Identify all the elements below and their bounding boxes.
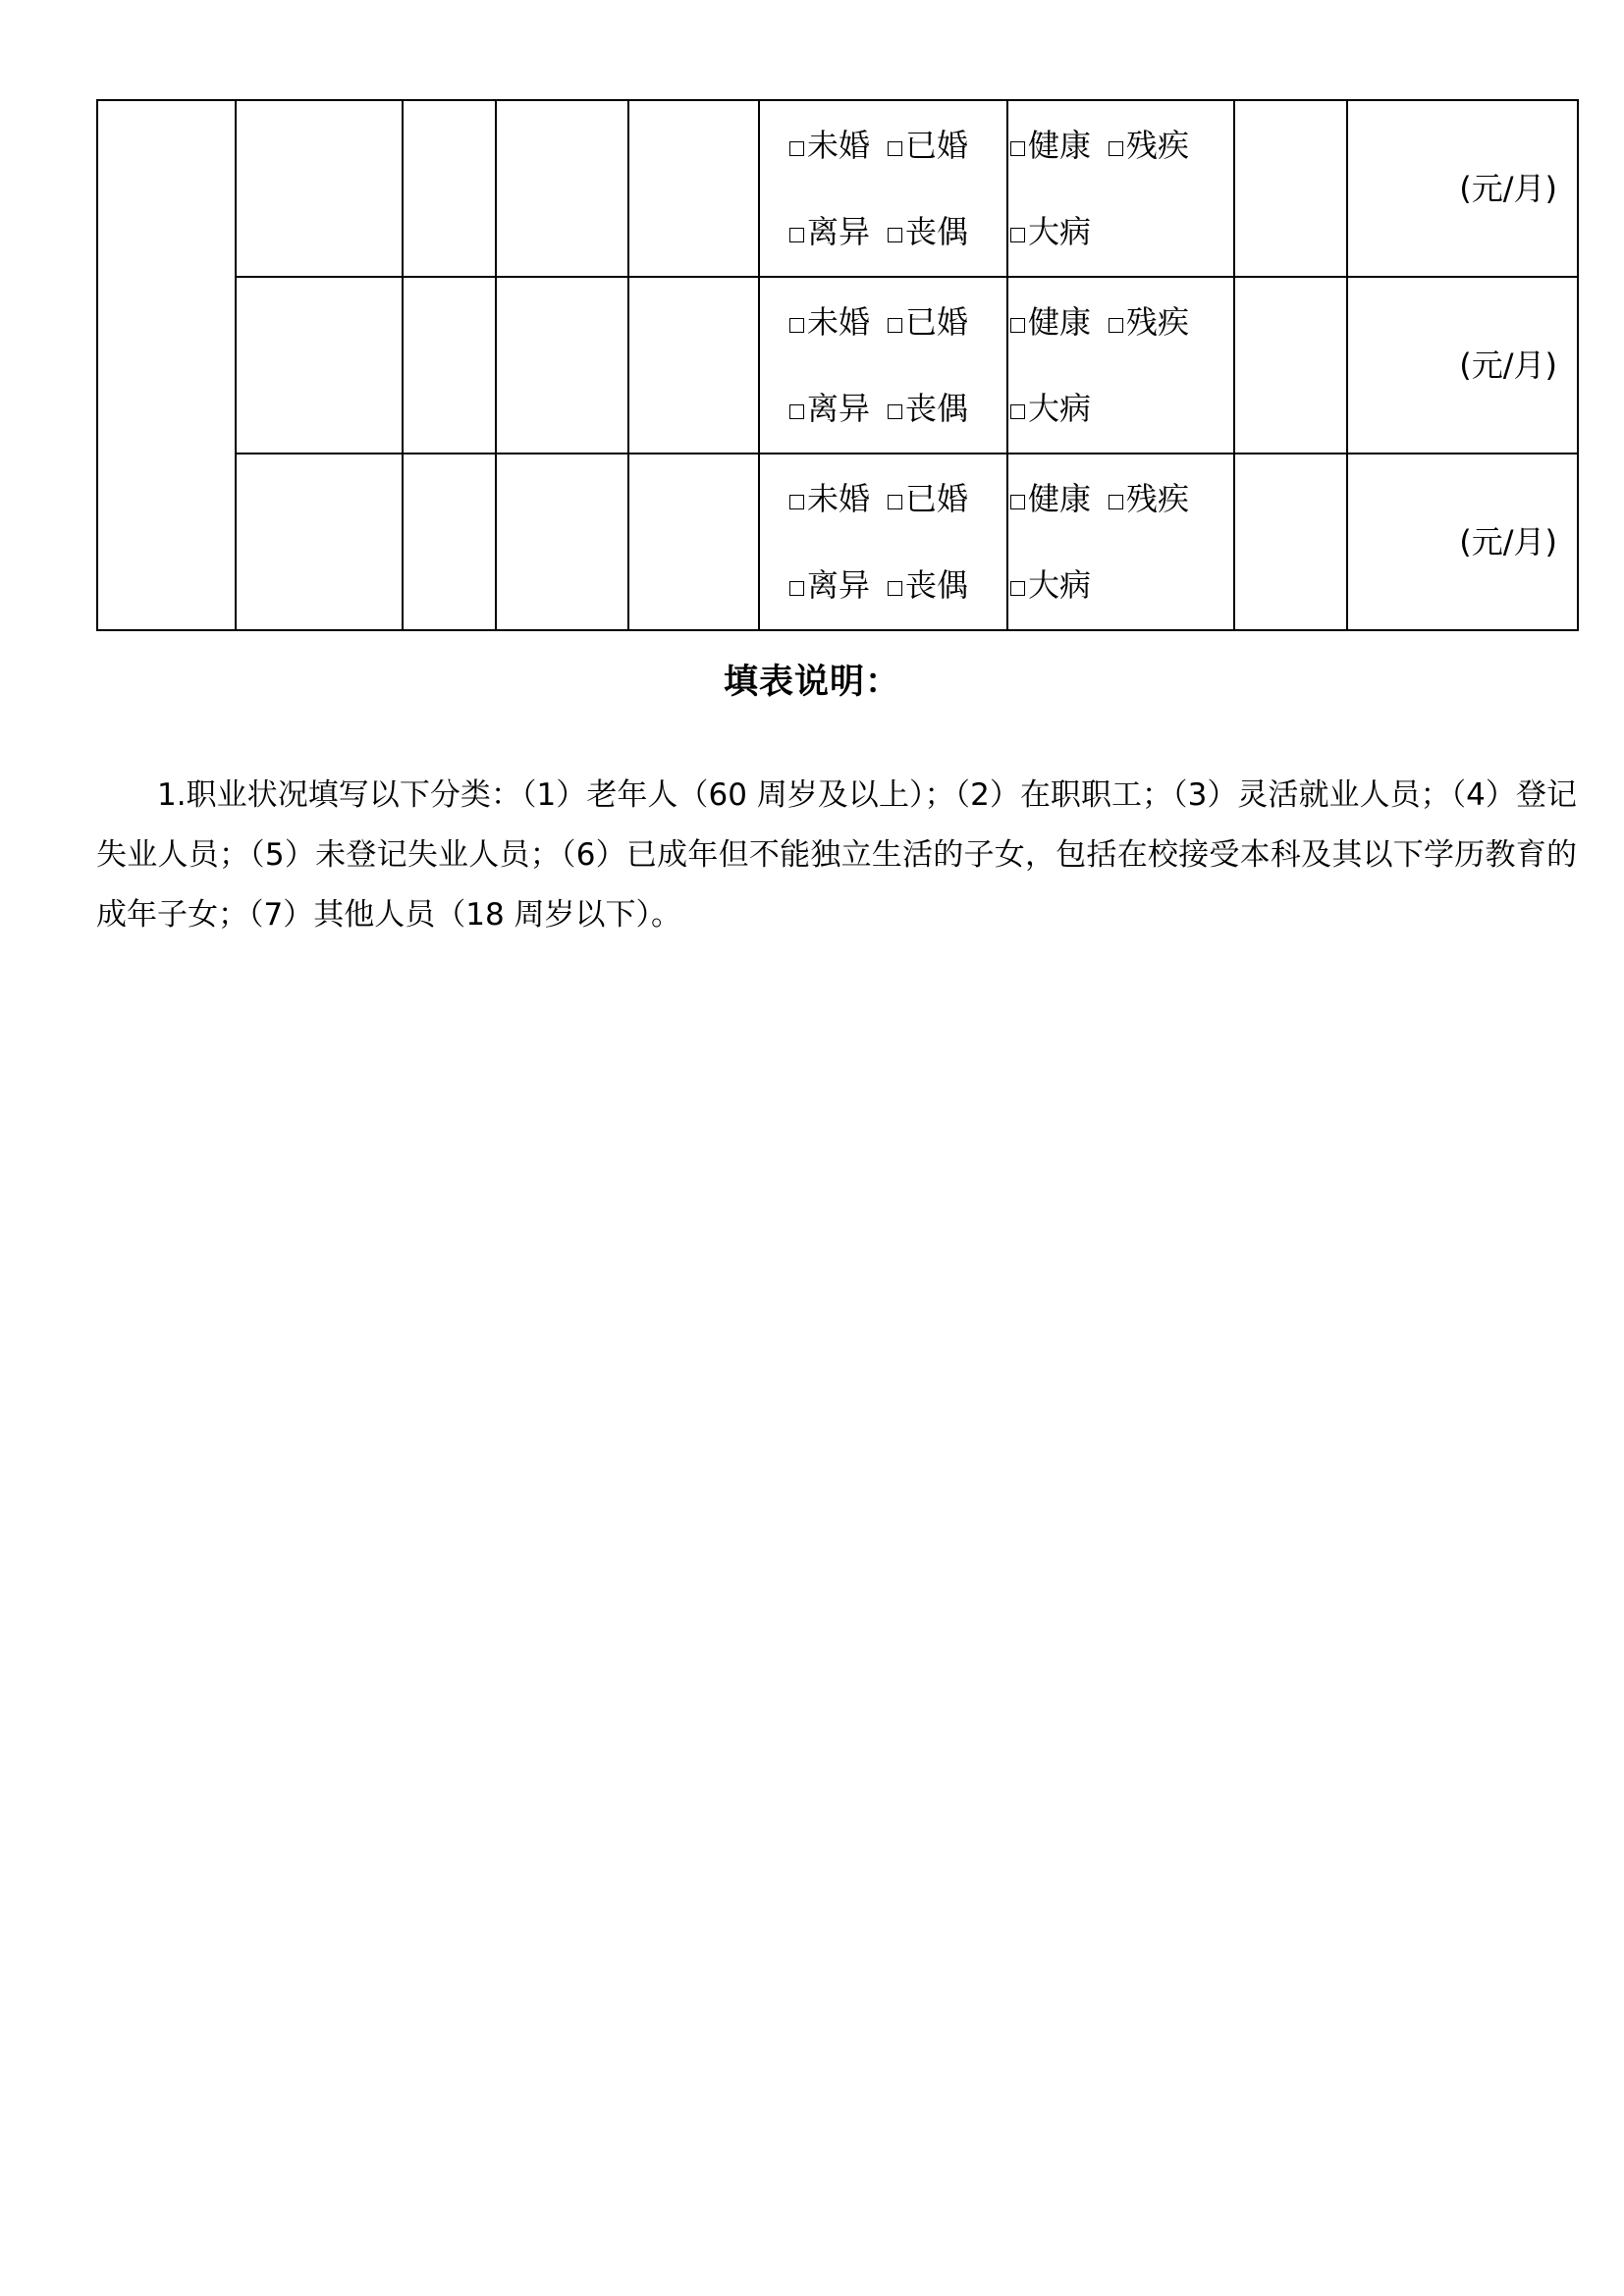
marital-option[interactable]: 未婚: [789, 306, 870, 338]
health-option[interactable]: 残疾: [1109, 483, 1189, 514]
blank-cell[interactable]: [496, 100, 628, 277]
blank-cell[interactable]: [1234, 100, 1347, 277]
checkbox-icon[interactable]: [789, 404, 804, 419]
blank-cell[interactable]: [628, 277, 759, 454]
marital-option[interactable]: 未婚: [789, 483, 870, 514]
blank-cell[interactable]: [496, 454, 628, 630]
blank-cell[interactable]: [403, 277, 496, 454]
marital-status-cell: [759, 277, 1007, 454]
health-option[interactable]: 健康: [1010, 483, 1091, 514]
checkbox-icon[interactable]: [1010, 141, 1025, 156]
health-status-cell: [1007, 454, 1234, 630]
health-option[interactable]: 大病: [1010, 393, 1091, 424]
checkbox-icon[interactable]: [888, 495, 902, 509]
checkbox-icon[interactable]: [1010, 495, 1025, 509]
blank-cell[interactable]: [1234, 454, 1347, 630]
marital-option[interactable]: 已婚: [888, 130, 968, 161]
marital-option[interactable]: 未婚: [789, 130, 870, 161]
blank-cell[interactable]: [236, 100, 403, 277]
marital-option[interactable]: 丧偶: [888, 569, 968, 601]
checkbox-icon[interactable]: [1010, 318, 1025, 333]
blank-cell[interactable]: [403, 100, 496, 277]
marital-option[interactable]: 丧偶: [888, 393, 968, 424]
checkbox-icon[interactable]: [789, 581, 804, 596]
monthly-income-cell[interactable]: (元/月): [1347, 100, 1578, 277]
health-option[interactable]: 健康: [1010, 130, 1091, 161]
blank-cell[interactable]: [236, 454, 403, 630]
checkbox-icon[interactable]: [888, 404, 902, 419]
marital-option[interactable]: 已婚: [888, 483, 968, 514]
health-option[interactable]: 大病: [1010, 216, 1091, 247]
table-row: [97, 277, 1578, 454]
health-option[interactable]: 残疾: [1109, 130, 1189, 161]
blank-cell[interactable]: [1234, 277, 1347, 454]
table-row: [97, 100, 1578, 277]
health-option[interactable]: 残疾: [1109, 306, 1189, 338]
checkbox-icon[interactable]: [888, 141, 902, 156]
checkbox-icon[interactable]: [1010, 404, 1025, 419]
table-row: [97, 454, 1578, 630]
checkbox-icon[interactable]: [789, 228, 804, 242]
checkbox-icon[interactable]: [1010, 228, 1025, 242]
blank-cell[interactable]: [628, 100, 759, 277]
marital-option[interactable]: 丧偶: [888, 216, 968, 247]
merged-label-cell: [97, 100, 236, 630]
checkbox-icon[interactable]: [1010, 581, 1025, 596]
health-status-cell: [1007, 277, 1234, 454]
notes-title: 填表说明：: [723, 663, 900, 702]
marital-status-cell: [759, 100, 1007, 277]
monthly-income-cell[interactable]: (元/月): [1347, 454, 1578, 630]
marital-option[interactable]: 离异: [789, 393, 870, 424]
checkbox-icon[interactable]: [1109, 141, 1123, 156]
checkbox-icon[interactable]: [888, 228, 902, 242]
marital-option[interactable]: 已婚: [888, 306, 968, 338]
blank-cell[interactable]: [628, 454, 759, 630]
monthly-income-cell[interactable]: (元/月): [1347, 277, 1578, 454]
checkbox-icon[interactable]: [888, 318, 902, 333]
health-status-cell: [1007, 100, 1234, 277]
blank-cell[interactable]: [236, 277, 403, 454]
notes-item-1: 1.职业状况填写以下分类：（1）老年人（60 周岁及以上）；（2）在职职工；（3）灵活就业人员；（4）登记失业人员；（5）未登记失业人员；（6）已成年但不能独立生活的子女，包括在校接受本科及其以下学历教育的成年子女；（7）其他人员（18 周岁以下）。: [96, 777, 1577, 933]
marital-status-cell: [759, 454, 1007, 630]
checkbox-icon[interactable]: [789, 318, 804, 333]
checkbox-icon[interactable]: [888, 581, 902, 596]
checkbox-icon[interactable]: [789, 141, 804, 156]
checkbox-icon[interactable]: [789, 495, 804, 509]
checkbox-icon[interactable]: [1109, 495, 1123, 509]
health-option[interactable]: 健康: [1010, 306, 1091, 338]
marital-option[interactable]: 离异: [789, 216, 870, 247]
health-option[interactable]: 大病: [1010, 569, 1091, 601]
blank-cell[interactable]: [496, 277, 628, 454]
blank-cell[interactable]: [403, 454, 496, 630]
household-member-table: [96, 99, 1579, 631]
marital-option[interactable]: 离异: [789, 569, 870, 601]
checkbox-icon[interactable]: [1109, 318, 1123, 333]
